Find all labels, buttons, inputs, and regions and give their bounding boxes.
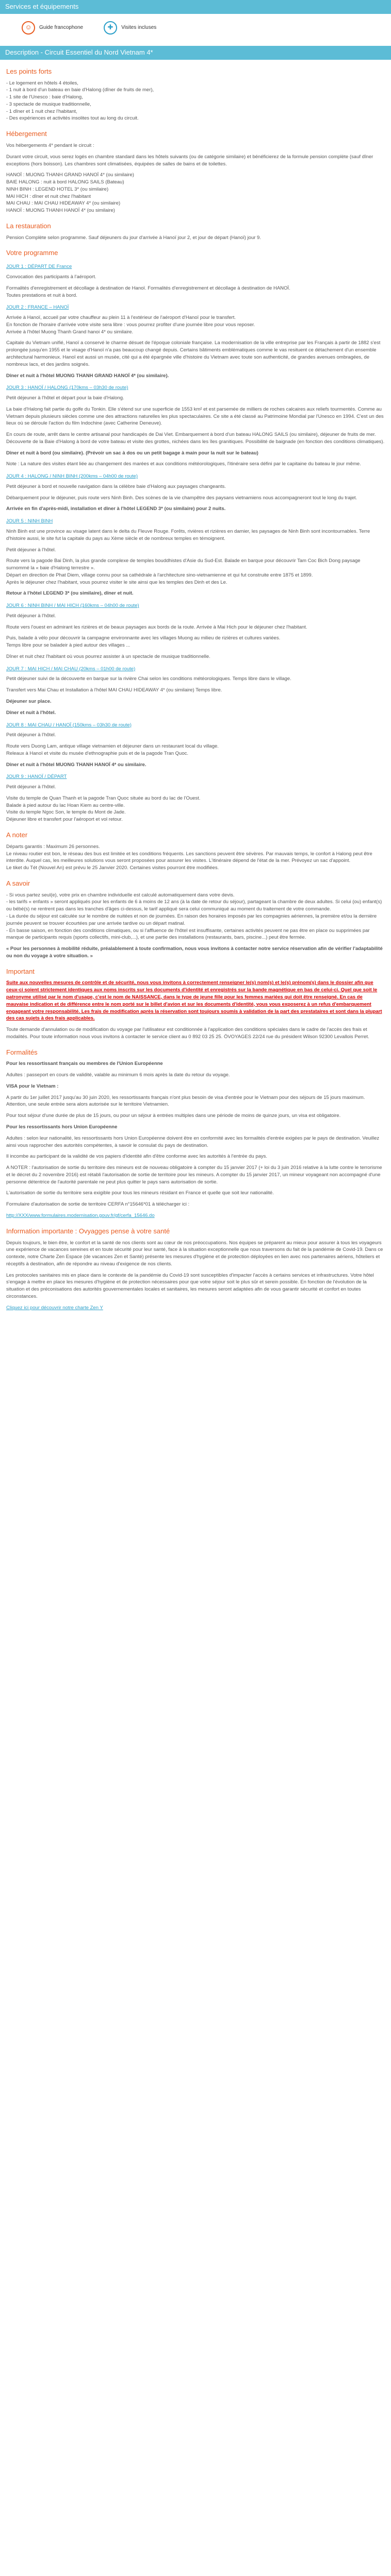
important-para: Toute demande d'annulation ou de modification du voyage par l'utilisateur est conditionnée à l'application des conditions spéciales dans le cadre de l'accès des frais et modalités. Pour toute information nous vous invitons à contacter le service client au 0 892 03 25 25. ÖVOYAGES 22/24 rue du président Wilson 92300 Levallois Perret. xyxy=(6,1027,369,1040)
day-paragraph: Dîner et nuit chez l'habitant où vous pourrez assister à un spectacle de musique traditionnelle. xyxy=(6,653,210,659)
restauration-title: La restauration xyxy=(6,222,51,230)
formalites-paragraph: Il incombe au participant de la validité de vos papiers d'identité afin d'être conforme avec les autorités à l'entrée du pays. xyxy=(6,1154,268,1160)
day-meal: Dîner et nuit à l'hôtel MUONG THANH HANOÏ 4* ou similaire. xyxy=(6,761,146,768)
list-item: - 1 dîner et 1 nuit chez l'habitant, xyxy=(6,108,77,114)
information-para: Les protocoles sanitaires mis en place dans le contexte de la pandémie du Covid-19 sont susceptibles d'impacter l'accès à certains services et infrastructures. Votre hôtel s'engage à mettre en place les mesures d'hygiène et de protection nécessaires pour que votre séjour soit le plus sûr et serein possible. En fonction de l'évolution de la situation et des préconisations des autorités gouvernementales locales et sanitaires, les mesures seront adaptées afin de vous garantir sécurité et confort en toutes circonstances. xyxy=(6,1272,374,1299)
hebergement-intro: Vos hébergements 4* pendant le circuit : xyxy=(6,142,94,148)
programme-days xyxy=(6,263,385,823)
restauration-text: Pension Complète selon programme. Sauf déjeuners du jour d'arrivée à Hanoï jour 2, et jour de départ (Hanoï) jour 9. xyxy=(6,234,261,241)
list-item: - 3 spectacle de musique traditionnelle, xyxy=(6,101,91,107)
programme-title: Votre programme xyxy=(6,249,58,257)
day-paragraph: Petit déjeuner à l'hôtel. xyxy=(6,613,56,619)
hotel-list xyxy=(6,172,385,214)
formalites-paragraph: Formulaire d'autorisation de sortie de territoire CERFA n°15646*01 à télécharger ici : xyxy=(6,1201,190,1208)
cerfa-link[interactable]: http://XXX/www.formulaires.modernisation.gouv.fr/gf/cerfa_15646.do xyxy=(6,1212,155,1218)
day-title: JOUR 5 : NINH BINH xyxy=(6,518,53,524)
day-paragraph: Capitale du Vietnam unifié, Hanoï a conservé le charme désuet de l'époque coloniale française. La modernisation de la ville entreprise par les Français à partir de 1882 s'est prolongée jusqu'en 1955 et le visage d'Hanoï n'a pas beaucoup changé depuis. Certains bâtiments emblématiques comme le vas resituent ce détachement d'un ensemble architectural harmonieux. Hanoï est aussi un musée, cité qui a été épargnée ville d'histoire du Vietnam avec toute son authenticité, de grandes avenues ombragées, de nombreux lacs, et des jardins soignés. xyxy=(6,340,381,367)
formalites-paragraph: VISA pour le Vietnam : xyxy=(6,1083,59,1089)
list-item: BAIE HALONG : nuit à bord HALONG SAILS (Bateau) xyxy=(6,179,124,185)
formalites-paragraph: Pour les ressortissants hors Union Européenne xyxy=(6,1124,118,1130)
list-item: HANOÏ : MUONG THANH HANOÏ 4* (ou similaire) xyxy=(6,208,115,214)
savoir-para: - Si vous partez seul(e), votre prix en chambre individuelle est calculé automatiquement dans votre devis. - les tarifs « enfants » seront appliqués pour les enfants de 6 à moins de 12 ans (à la date de retour du séjour), partageant la chambre de deux adultes. Si celui (ou) enfant(s) ou bébé(s) ne rentrent pas dans les tranches d'âges ci-dessus, le tarif appliqué sera celui communiqué au moment du traitement de votre commande. - La durée du séjour est calculée sur le nombre de nuitées et non de journées. En raison des horaires imposés par les compagnies aériennes, la première et/ou la dernière journée peuvent se trouver écourtées par une arrivée tardive ou un départ matinal. - En basse saison, en fonction des conditions climatiques, ou si l'affluence de l'hôtel est insuffisante, certaines activités peuvent ne pas être en place ou supprimées par manque de participants requis (sports collectifs, mini-club,...), et une partie des installations (restaurants, bars, piscine...) peut être fermée. xyxy=(6,892,382,941)
formalites-paragraph: Pour les ressortissant français ou membres de l'Union Européenne xyxy=(6,1061,163,1067)
service-guide-label: Guide francophone xyxy=(39,24,84,30)
list-item: - 1 nuit à bord d'un bateau en baie d'Halong (dîner de fruits de mer), xyxy=(6,87,154,93)
description-banner: Description - Circuit Essentiel du Nord Vietnam 4* xyxy=(0,46,391,60)
day-title: JOUR 8 : MAI CHAU / HANOÏ (150kms – 03h30 de route) xyxy=(6,722,132,728)
formalites-paragraph: Adultes : selon leur nationalité, les ressortissants hors Union Européenne doivent être en conformité avec les formalités d'entrée exigées par le pays de destination. Veuillez ainsi vous rapprocher des autorités compétentes, à savoir le consulat du pays de destination. xyxy=(6,1135,380,1148)
day-title: JOUR 2 : FRANCE – HANOÏ xyxy=(6,304,69,311)
day-meal: Retour à l'hôtel LEGEND 3* (ou similaire), dîner et nuit. xyxy=(6,590,134,597)
list-item: - 1 site de l'Unesco : baie d'Halong, xyxy=(6,94,83,100)
list-item: MAI CHAU : MAI CHAU HIDEAWAY 4* (ou similaire) xyxy=(6,200,121,207)
day-paragraph: Petit déjeuner à l'hôtel et départ pour la baie d'Halong. xyxy=(6,395,124,401)
day-paragraph: Petit déjeuner à l'hôtel. xyxy=(6,547,56,553)
points-forts-title: Les points forts xyxy=(6,67,52,75)
day-paragraph: Débarquement pour le déjeuner, puis route vers Ninh Binh. Des scènes de la vie champêtre des paysans vietnamiens nous accompagneront tout le long du trajet. xyxy=(6,495,357,501)
formalites-paragraph: Adultes : passeport en cours de validité, valable au minimum 6 mois après la date du retour du voyage. xyxy=(6,1072,230,1078)
formalites-paragraph: L'autorisation de sortie du territoire sera exigible pour tous les mineurs résidant en France et quelle que soit leur nationalité. xyxy=(6,1190,274,1196)
formalites-paragraph: A NOTER : l'autorisation de sortie du territoire des mineurs est de nouveau obligatoire à compter du 15 janvier 2017 (+ loi du 3 juin 2016 relative à la lutte contre le terrorisme et le décret du 2 novembre 2016) est rétabli l'autorisation de sortie de territoire pour les mineurs. A compter du 15 janvier 2017, un mineur voyageant non accompagné d'une personne détentrice de l'autorité parentale ne peut plus quitter le pays sans autorisation de sortie. xyxy=(6,1165,382,1185)
day-paragraph: Convocation des participants à l'aéroport. xyxy=(6,274,96,280)
day-paragraph: Petit déjeuner suivi de la découverte en barque sur la rivière Chai selon les conditions météorologiques. Temps libre dans le village. xyxy=(6,676,291,682)
day-meal: Arrivée en fin d'après-midi, installation et dîner à l'hôtel LEGEND 3* (ou similaire) pour 2 nuits. xyxy=(6,506,226,512)
note-text: Départs garantis : Maximum 26 personnes. Le niveau routier est bon, le réseau des bus est limitée et les conditions fréquents. Les sanctions peuvent être sévères. Par mauvais temps, le confort à Halong peut être interdite. Auquel cas, les meilleures solutions vous seront proposées pour assurer les visites. L'itinéraire dépend de l'état de la mer. Prévoyez un sac d'appoint. Le tiket du Tét (Nouvel An) est prévu le 25 Janvier 2020. Certaines visites pourront être modifiées. xyxy=(6,843,372,871)
day-meal: Dîner et nuit à bord (ou similaire). (Prévoir un sac à dos ou un petit bagage à main pour la nuit sur le bateau) xyxy=(6,450,258,456)
service-visits-label: Visites incluses xyxy=(121,24,157,30)
services-row xyxy=(6,14,385,43)
list-item: HANOÏ : MUONG THANH GRAND HANOÏ 4* (ou similaire) xyxy=(6,172,134,178)
formalites-title: Formalités xyxy=(6,1048,38,1056)
formalites-content xyxy=(6,1060,385,1219)
day-paragraph: Petit déjeuner à l'hôtel. xyxy=(6,784,56,790)
hebergement-title: Hébergement xyxy=(6,130,47,138)
important-title: Important xyxy=(6,967,35,975)
savoir-mobility-note: « Pour les personnes à mobilité réduite, préalablement à toute confirmation, nous vous invitons à contacter notre service réservation afin de vérifier l'adaptabilité ou non du voyage à votre situation. » xyxy=(6,946,383,959)
day-meal: Dîner et nuit à l'hôtel MUONG THANH GRAND HANOÏ 4* (ou similaire). xyxy=(6,372,169,379)
list-item: MAI HICH : dîner et nuit chez l'habitant xyxy=(6,193,91,199)
formalites-paragraph: Pour tout séjour d'une durée de plus de 15 jours, ou pour un séjour à entrées multiples dans une période de moins de quinze jours, un visa est obligatoire. xyxy=(6,1113,341,1119)
day-title: JOUR 4 : HALONG / NINH BINH (200kms – 04h00 de route) xyxy=(6,473,138,480)
day-meal: Dîner et nuit à l'hôtel. xyxy=(6,709,56,716)
information-para: Depuis toujours, le bien être, le confort et la santé de nos clients sont au cœur de nos préoccupations. Nos équipes se préparent au mieux pour assurer à tous les voyageurs une expérience de vacances sereines et en toute sécurité pour leur santé, face à la situation exceptionnelle que nous traversons du fait de la pandémie de Covid-19. Dans ce contexte, notre Charte Zen Espace (de vacances Zen et Santé) présente les mesures d'hygiène et de protection déployées en lien avec nos partenaires aériens, hôteliers et réceptifs à destination, afin de répondre au niveau d'exigence de nos clients. xyxy=(6,1240,383,1267)
day-title: JOUR 3 : HANOÏ / HALONG (170kms – 03h30 de route) xyxy=(6,385,128,391)
day-title: JOUR 7 : MAI HICH / MAI CHAU (20kms – 01h00 de route) xyxy=(6,666,136,672)
visits-icon: ✚ xyxy=(104,21,117,35)
day-paragraph: Route vers Duong Lam, antique village vietnamien et déjeuner dans un restaurant local du village. Releaux à Hanoï et visite du musée d'ethnographie puis et de la pagode Tran Quoc. xyxy=(6,743,219,756)
note-title: A noter xyxy=(6,831,28,839)
day-paragraph: Ninh Binh est une province au visage latent dans le delta du Fleuve Rouge. Forêts, rivières et rizières en damier, les paysages de Ninh Binh sont incontournables. Terre d'histoire aussi, le site fut la capitale du pays au Xème siècle et de nombreux temples en témoignent. xyxy=(6,528,370,541)
day-paragraph: Arrivée à Hanoï, accueil par votre chauffeur au plein 11 à l'extérieur de l'aéroport d'Hanoï pour le transfert. En fonction de l'horaire d'arrivée votre visite sera libre : vous pourrez profiter d'une journée libre pour vous reposer. Arrivée à l'hôtel Muong Thanh Grand hanoi 4* ou similaire. xyxy=(6,315,255,335)
day-paragraph: Petit déjeuner à bord et nouvelle navigation dans la célèbre baie d'Halong aux paysages changeants. xyxy=(6,483,226,489)
day-title: JOUR 1 : DÉPART DE France xyxy=(6,264,72,270)
list-item: - Le logement en hôtels 4 étoiles, xyxy=(6,80,78,86)
day-paragraph: Formalités d'enregistrement et décollage à destination de Hanoï. Formalités d'enregistrement et décollage à destination de HANOÏ. Toutes prestations et nuit à bord. xyxy=(6,285,290,298)
service-guide xyxy=(22,21,83,35)
charte-zen-link[interactable]: Cliquez ici pour découvrir notre charte Zen Y xyxy=(6,1304,103,1311)
day-paragraph: Route vers la pagode Bai Dinh, la plus grande complexe de temples bouddhistes d'Asie du Sud-Est. Balade en barque pour découvrir Tam Coc Bich Dong paysage surnommé la « baie d'Halong terrestre ». Départ en direction de Phat Diem, village connu pour sa cathédrale à l'architecture sino-vietnamienne et qui fut construite entre 1875 et 1899. Après le déjeuner chez l'habitant, vous pourrez visiter le site ainsi que les temples des Dinh et des Le. xyxy=(6,558,361,585)
day-paragraph: Transfert vers Mai Chau et Installation à l'hôtel MAI CHAU HIDEAWAY 4* (ou similaire) Temps libre. xyxy=(6,687,222,693)
formalites-paragraph: A partir du 1er juillet 2017 jusqu'au 30 juin 2020, les ressortissants français n'ont plus besoin de visa d'entrée pour le Vietnam pour des séjours de 15 jours maximum. Attention, une seule entrée sera alors autorisée sur le territoire Vietnamien. xyxy=(6,1094,365,1108)
day-paragraph: Puis, balade à vélo pour découvrir la campagne environnante avec les villages Muong au milieu de rizières et cultures variées. Temps libre pour se baladeir à pied autour des villages ... xyxy=(6,635,281,649)
important-warning: Suite aux nouvelles mesures de contrôle et de sécurité, nous vous invitons à correctement renseigner le(s) nom(s) et le(s) prénom(s) dans le dossier afin que ceux-ci soient strictement identiques aux noms inscrits sur les documents d'identité et enregistrés sur la bande magnétique en bas de celui-ci. Quel que soit le patronyme utilisé par le nom d'usage, c'est le nom de NAISSANCE, dans le type de jeune fille pour les femmes mariées qui doit être renseigné. En cas de mauvaise indication et de différence entre le nom porté sur le billet d'avion et sur les documents d'identité, vous vous exposerez à un refus d'embarquement engageant votre responsabilité. Les frais de modification après la réservation sont toujours soumis à validation de la part des prestataires et sont dans la plupart des cas sujets à des frais applicables. xyxy=(6,980,382,1022)
day-title: JOUR 9 : HANOÏ / DÉPART xyxy=(6,774,67,780)
day-paragraph: Visite du temple de Quan Thanh et la pagode Tran Quoc située au bord du lac de l'Ouest. Balade à pied autour du lac Hoan Kiem au centre-ville. Visite du temple Ngoc Son, le temple du Mont de Jade. Déjeuner libre et transfert pour l'aéroport et vol retour. xyxy=(6,795,201,823)
service-visits xyxy=(104,21,156,35)
day-paragraph: Route vers l'ouest en admirant les rizières et de beaux paysages aux bords de la route. Arrivée à Mai Hich pour le déjeuner chez l'habitant. xyxy=(6,624,307,630)
day-paragraph: La baie d'Halong fait partie du golfe du Tonkin. Elle s'étend sur une superficie de 1553 km² et est parsemée de milliers de roches calcaires aux reliefs tourmentés. Comme au Vietnam depuis plusieurs siècles comme une des attractions naturelles les plus spectaculaires. Ce site a été classé au Patrimoine Mondial par l'Unesco en 1994. C'est un des lieux où se déroule l'action du film Indochine (avec Catherine Deneuve). xyxy=(6,406,384,427)
day-meal: Déjeuner sur place. xyxy=(6,699,52,704)
guide-icon: ☺ xyxy=(22,21,35,35)
points-forts-list xyxy=(6,80,385,123)
day-title: JOUR 6 : NINH BINH / MAI HICH (160kms – 04h00 de route) xyxy=(6,603,139,609)
hebergement-para: Durant votre circuit, vous serez logés en chambre standard dans les hôtels suivants (ou de catégorie similaire) et bénéficierez de la formule pension complète (sauf dîner exceptions (hors boisson). Les chambres sont climatisées, équipées de salles de bains et de toilettes. xyxy=(6,154,373,167)
list-item: NINH BINH : LEGEND HOTEL 3* (ou similaire) xyxy=(6,186,109,192)
day-paragraph: En cours de route, arrêt dans le centre artisanal pour handicapés de Dai Viet. Embarquement à bord d'un bateau HALONG SAILS (ou similaire), déjeuner de fruits de mer. Découverte de la Baie d'Halong à bord de votre bateau et visite des grottes, nichées dans les îles granitiques. Possibilité de baignade (en fonction des conditions climatiques). xyxy=(6,432,385,445)
day-paragraph: Petit déjeuner à l'hôtel. xyxy=(6,732,56,738)
information-title: Information importante : Ovyagges pense à votre santé xyxy=(6,1227,170,1235)
services-banner: Services et équipements xyxy=(0,0,391,14)
list-item: - Des expériences et activités insolites tout au long du circuit. xyxy=(6,115,139,122)
day-note: Note : La nature des visites étant liée au changement des marées et aux conditions météorologiques, l'itinéraire sera défini par le capitaine du bateau le jour même. xyxy=(6,461,361,467)
savoir-title: A savoir xyxy=(6,879,30,887)
